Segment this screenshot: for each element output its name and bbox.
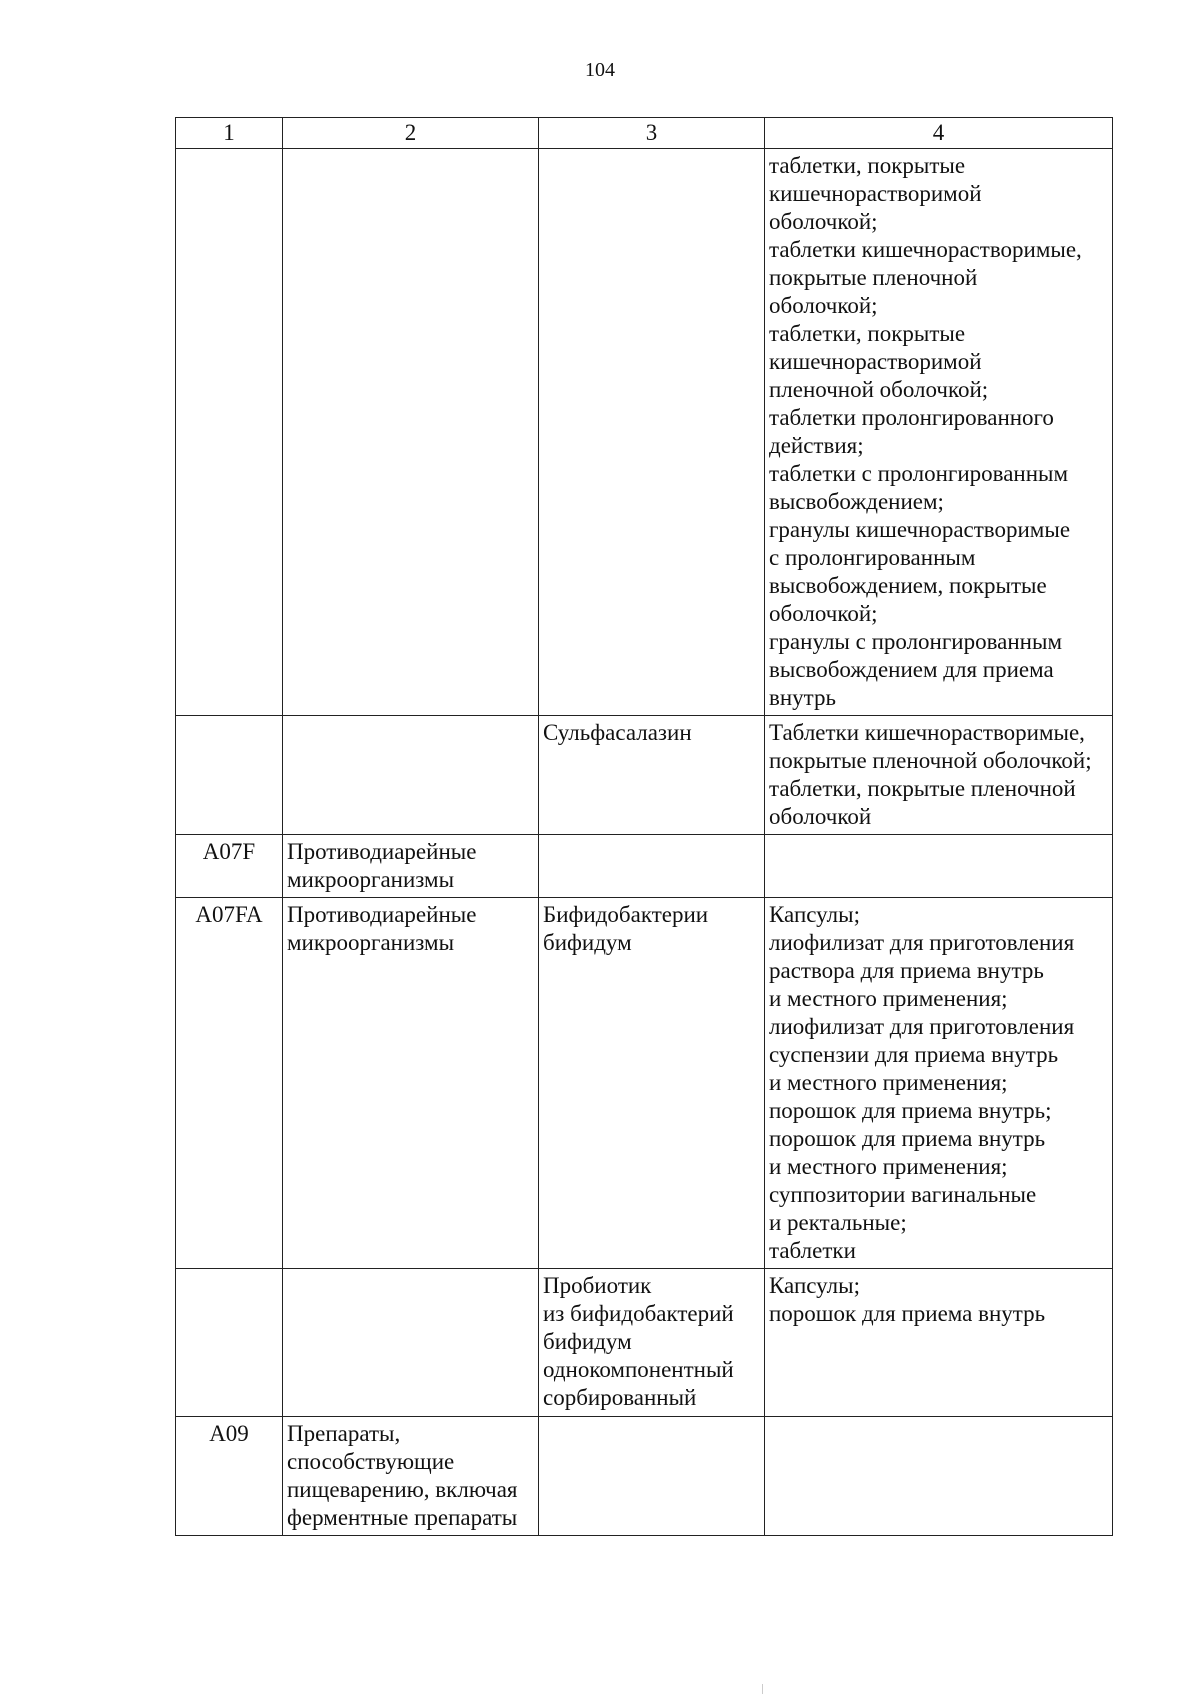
cell-group-line: Препараты, [287,1421,401,1446]
cell-forms-line: покрытые пленочной оболочкой; [769,748,1092,773]
cell-forms-line: действия; [769,433,864,458]
cell-group [283,1269,539,1417]
cell-group-line: пищеварению, включая [287,1477,518,1502]
cell-forms-line: кишечнорастворимой [769,181,982,206]
cell-code [176,716,283,835]
cell-forms-line: и местного применения; [769,1154,1008,1179]
cell-forms-line: кишечнорастворимой [769,349,982,374]
cell-forms-line: внутрь [769,685,836,710]
cell-forms-line: и ректальные; [769,1210,907,1235]
cell-forms [765,1269,1113,1417]
cell-drug [539,898,765,1269]
cell-code-text: A09 [209,1421,249,1446]
table-row [176,1417,1113,1536]
header-col-3: 3 [539,118,765,149]
cell-group-line: ферментные препараты [287,1505,518,1530]
cell-drug-line: бифидум [543,930,632,955]
page-number: 104 [585,59,615,81]
drug-table [175,117,1113,1536]
cell-forms-line: таблетки с пролонгированным [769,461,1069,486]
cell-drug-line: однокомпонентный [543,1357,734,1382]
cell-forms-line: таблетки, покрытые пленочной [769,776,1076,801]
cell-forms-line: гранулы с пролонгированным [769,629,1063,654]
cell-forms-line: порошок для приема внутрь; [769,1098,1052,1123]
cell-forms-line: пленочной оболочкой; [769,377,989,402]
cell-forms [765,149,1113,716]
cell-group [283,149,539,716]
cell-forms-line: и местного применения; [769,1070,1008,1095]
cell-drug-line: бифидум [543,1329,632,1354]
cell-forms-line: оболочкой; [769,209,878,234]
header-col-1: 1 [176,118,283,149]
cell-forms [765,835,1113,898]
cell-forms [765,1417,1113,1536]
cell-forms-line: оболочкой; [769,293,878,318]
cell-forms-line: гранулы кишечнорастворимые [769,517,1071,542]
cell-forms-line: таблетки кишечнорастворимые, [769,237,1082,262]
cell-forms-line: порошок для приема внутрь [769,1126,1046,1151]
cell-group-line: Противодиарейные [287,839,477,864]
header-col-2: 2 [283,118,539,149]
cell-code [176,1269,283,1417]
cell-group-line: способствующие [287,1449,455,1474]
cell-code [176,1417,283,1536]
cell-drug [539,149,765,716]
cell-code-text: A07F [202,839,256,864]
cell-group [283,898,539,1269]
header-col-4: 4 [765,118,1113,149]
cell-forms-line: и местного применения; [769,986,1008,1011]
cell-forms [765,898,1113,1269]
cell-forms-line: оболочкой; [769,601,878,626]
cell-forms-line: Капсулы; [769,1273,860,1298]
cell-forms-line: оболочкой [769,804,872,829]
cell-forms-line: высвобождением для приема [769,657,1054,682]
cell-forms-line: покрытые пленочной [769,265,978,290]
header-row [176,118,1113,149]
cell-forms-line: высвобождением, покрытые [769,573,1047,598]
table-row [176,835,1113,898]
cell-forms-line: раствора для приема внутрь [769,958,1044,983]
cell-forms-line: Капсулы; [769,902,860,927]
table-body [176,149,1113,1536]
cell-forms-line: Таблетки кишечнорастворимые, [769,720,1085,745]
cell-forms-line: лиофилизат для приготовления [769,1014,1075,1039]
table-row [176,1269,1113,1417]
cell-drug [539,1417,765,1536]
cell-code-text: A07FA [195,902,263,927]
cell-code [176,149,283,716]
cell-drug [539,1269,765,1417]
cell-drug-line: Пробиотик [543,1273,652,1298]
cell-code [176,835,283,898]
cell-drug-line: из бифидобактерий [543,1301,734,1326]
cell-forms-line: порошок для приема внутрь [769,1301,1046,1326]
cell-drug-line: сорбированный [543,1385,697,1410]
table-row [176,716,1113,835]
cell-forms-line: таблетки [769,1238,856,1263]
cell-group-line: микроорганизмы [287,867,455,892]
scan-mark [762,1684,763,1694]
cell-drug-line: Бифидобактерии [543,902,709,927]
cell-forms-line: суспензии для приема внутрь [769,1042,1059,1067]
cell-drug-line: Сульфасалазин [543,720,692,745]
cell-code [176,898,283,1269]
cell-group [283,1417,539,1536]
cell-forms-line: таблетки пролонгированного [769,405,1054,430]
cell-forms [765,716,1113,835]
cell-drug [539,716,765,835]
table-row [176,149,1113,716]
cell-drug [539,835,765,898]
table-row [176,898,1113,1269]
cell-forms-line: высвобождением; [769,489,944,514]
cell-forms-line: с пролонгированным [769,545,976,570]
cell-group-line: Противодиарейные [287,902,477,927]
cell-group-line: микроорганизмы [287,930,455,955]
cell-forms-line: лиофилизат для приготовления [769,930,1075,955]
cell-group [283,835,539,898]
cell-forms-line: таблетки, покрытые [769,321,966,346]
cell-group [283,716,539,835]
cell-forms-line: суппозитории вагинальные [769,1182,1037,1207]
cell-forms-line: таблетки, покрытые [769,153,966,178]
